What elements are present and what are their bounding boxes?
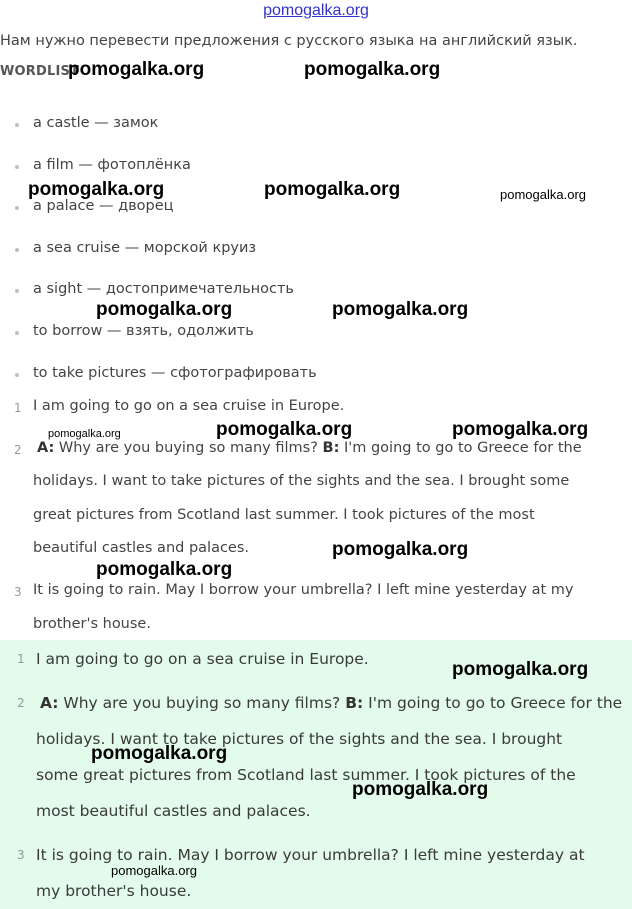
- answer-text: I am going to go on a sea cruise in Europe.: [36, 650, 369, 668]
- watermark: pomogalka.org: [91, 743, 228, 764]
- answer-line: It is going to rain. May I borrow your umbrella? I left mine yesterday at my: [33, 582, 574, 598]
- watermark: pomogalka.org: [332, 299, 469, 320]
- answer-number: 3: [14, 585, 22, 599]
- wordlist-item: a sea cruise — морской круиз: [0, 230, 317, 272]
- answer-line: [37, 440, 582, 456]
- watermark-link[interactable]: pomogalka.org: [263, 2, 369, 19]
- answer-line: most beautiful castles and palaces.: [36, 802, 311, 820]
- answer-line: holidays. I want to take pictures of the sights and the sea. I brought: [36, 730, 563, 748]
- answer-text: I am going to go on a sea cruise in Europe.: [33, 398, 345, 414]
- intro-text: Нам нужно перевести предложения с русского языка на английский язык.: [0, 33, 578, 49]
- reply-text: I'm going to go to Greece for the: [339, 440, 582, 456]
- watermark: pomogalka.org: [452, 659, 589, 680]
- wordlist: [0, 105, 317, 396]
- watermark: pomogalka.org: [352, 779, 489, 800]
- answer-number: 1: [14, 401, 22, 415]
- wordlist-item: to take pictures — сфотографировать: [0, 355, 317, 397]
- reply-text: I'm going to go to Greece for the: [363, 694, 623, 712]
- watermark: pomogalka.org: [96, 559, 233, 580]
- watermark: pomogalka.org: [28, 179, 165, 200]
- answer-number: 2: [14, 443, 22, 457]
- speaker-a: A:: [40, 694, 59, 712]
- answer-line: my brother's house.: [36, 882, 192, 900]
- wordlist-item: a castle — замок: [0, 105, 317, 147]
- watermark: pomogalka.org: [332, 539, 469, 560]
- wordlist-item: a film — фотоплёнка: [0, 147, 317, 189]
- watermark: pomogalka.org: [304, 59, 441, 80]
- watermark: pomogalka.org: [111, 863, 197, 878]
- answer-number: 1: [17, 652, 25, 666]
- wordlist-title: WORDLIST: [0, 64, 80, 79]
- answer-line: It is going to rain. May I borrow your umbrella? I left mine yesterday at: [36, 846, 585, 864]
- speaker-a: A:: [37, 440, 55, 456]
- watermark: pomogalka.org: [216, 419, 353, 440]
- answer-line: great pictures from Scotland last summer. I took pictures of the most: [33, 507, 535, 523]
- watermark: pomogalka.org: [452, 419, 589, 440]
- question-text: Why are you buying so many films?: [54, 440, 323, 456]
- answer-number: 3: [17, 848, 25, 862]
- answer-line: [40, 694, 622, 712]
- answer-line: holidays. I want to take pictures of the sights and the sea. I brought some: [33, 473, 570, 489]
- wordlist-item: to borrow — взять, одолжить: [0, 313, 317, 355]
- watermark: pomogalka.org: [96, 299, 233, 320]
- answer-line: some great pictures from Scotland last summer. I took pictures of the: [36, 766, 576, 784]
- answer-line: beautiful castles and palaces.: [33, 540, 250, 556]
- speaker-b: B:: [345, 694, 364, 712]
- watermark: pomogalka.org: [48, 428, 121, 440]
- watermark: pomogalka.org: [68, 59, 205, 80]
- answer-number: 2: [17, 696, 25, 710]
- answer-line: brother's house.: [33, 616, 151, 632]
- wordlist-item: a sight — достопримечательность: [0, 271, 317, 313]
- wordlist-item: a palace — дворец: [0, 188, 317, 230]
- speaker-b: B:: [322, 440, 340, 456]
- watermark: pomogalka.org: [264, 179, 401, 200]
- watermark: pomogalka.org: [500, 187, 586, 202]
- question-text: Why are you buying so many films?: [58, 694, 346, 712]
